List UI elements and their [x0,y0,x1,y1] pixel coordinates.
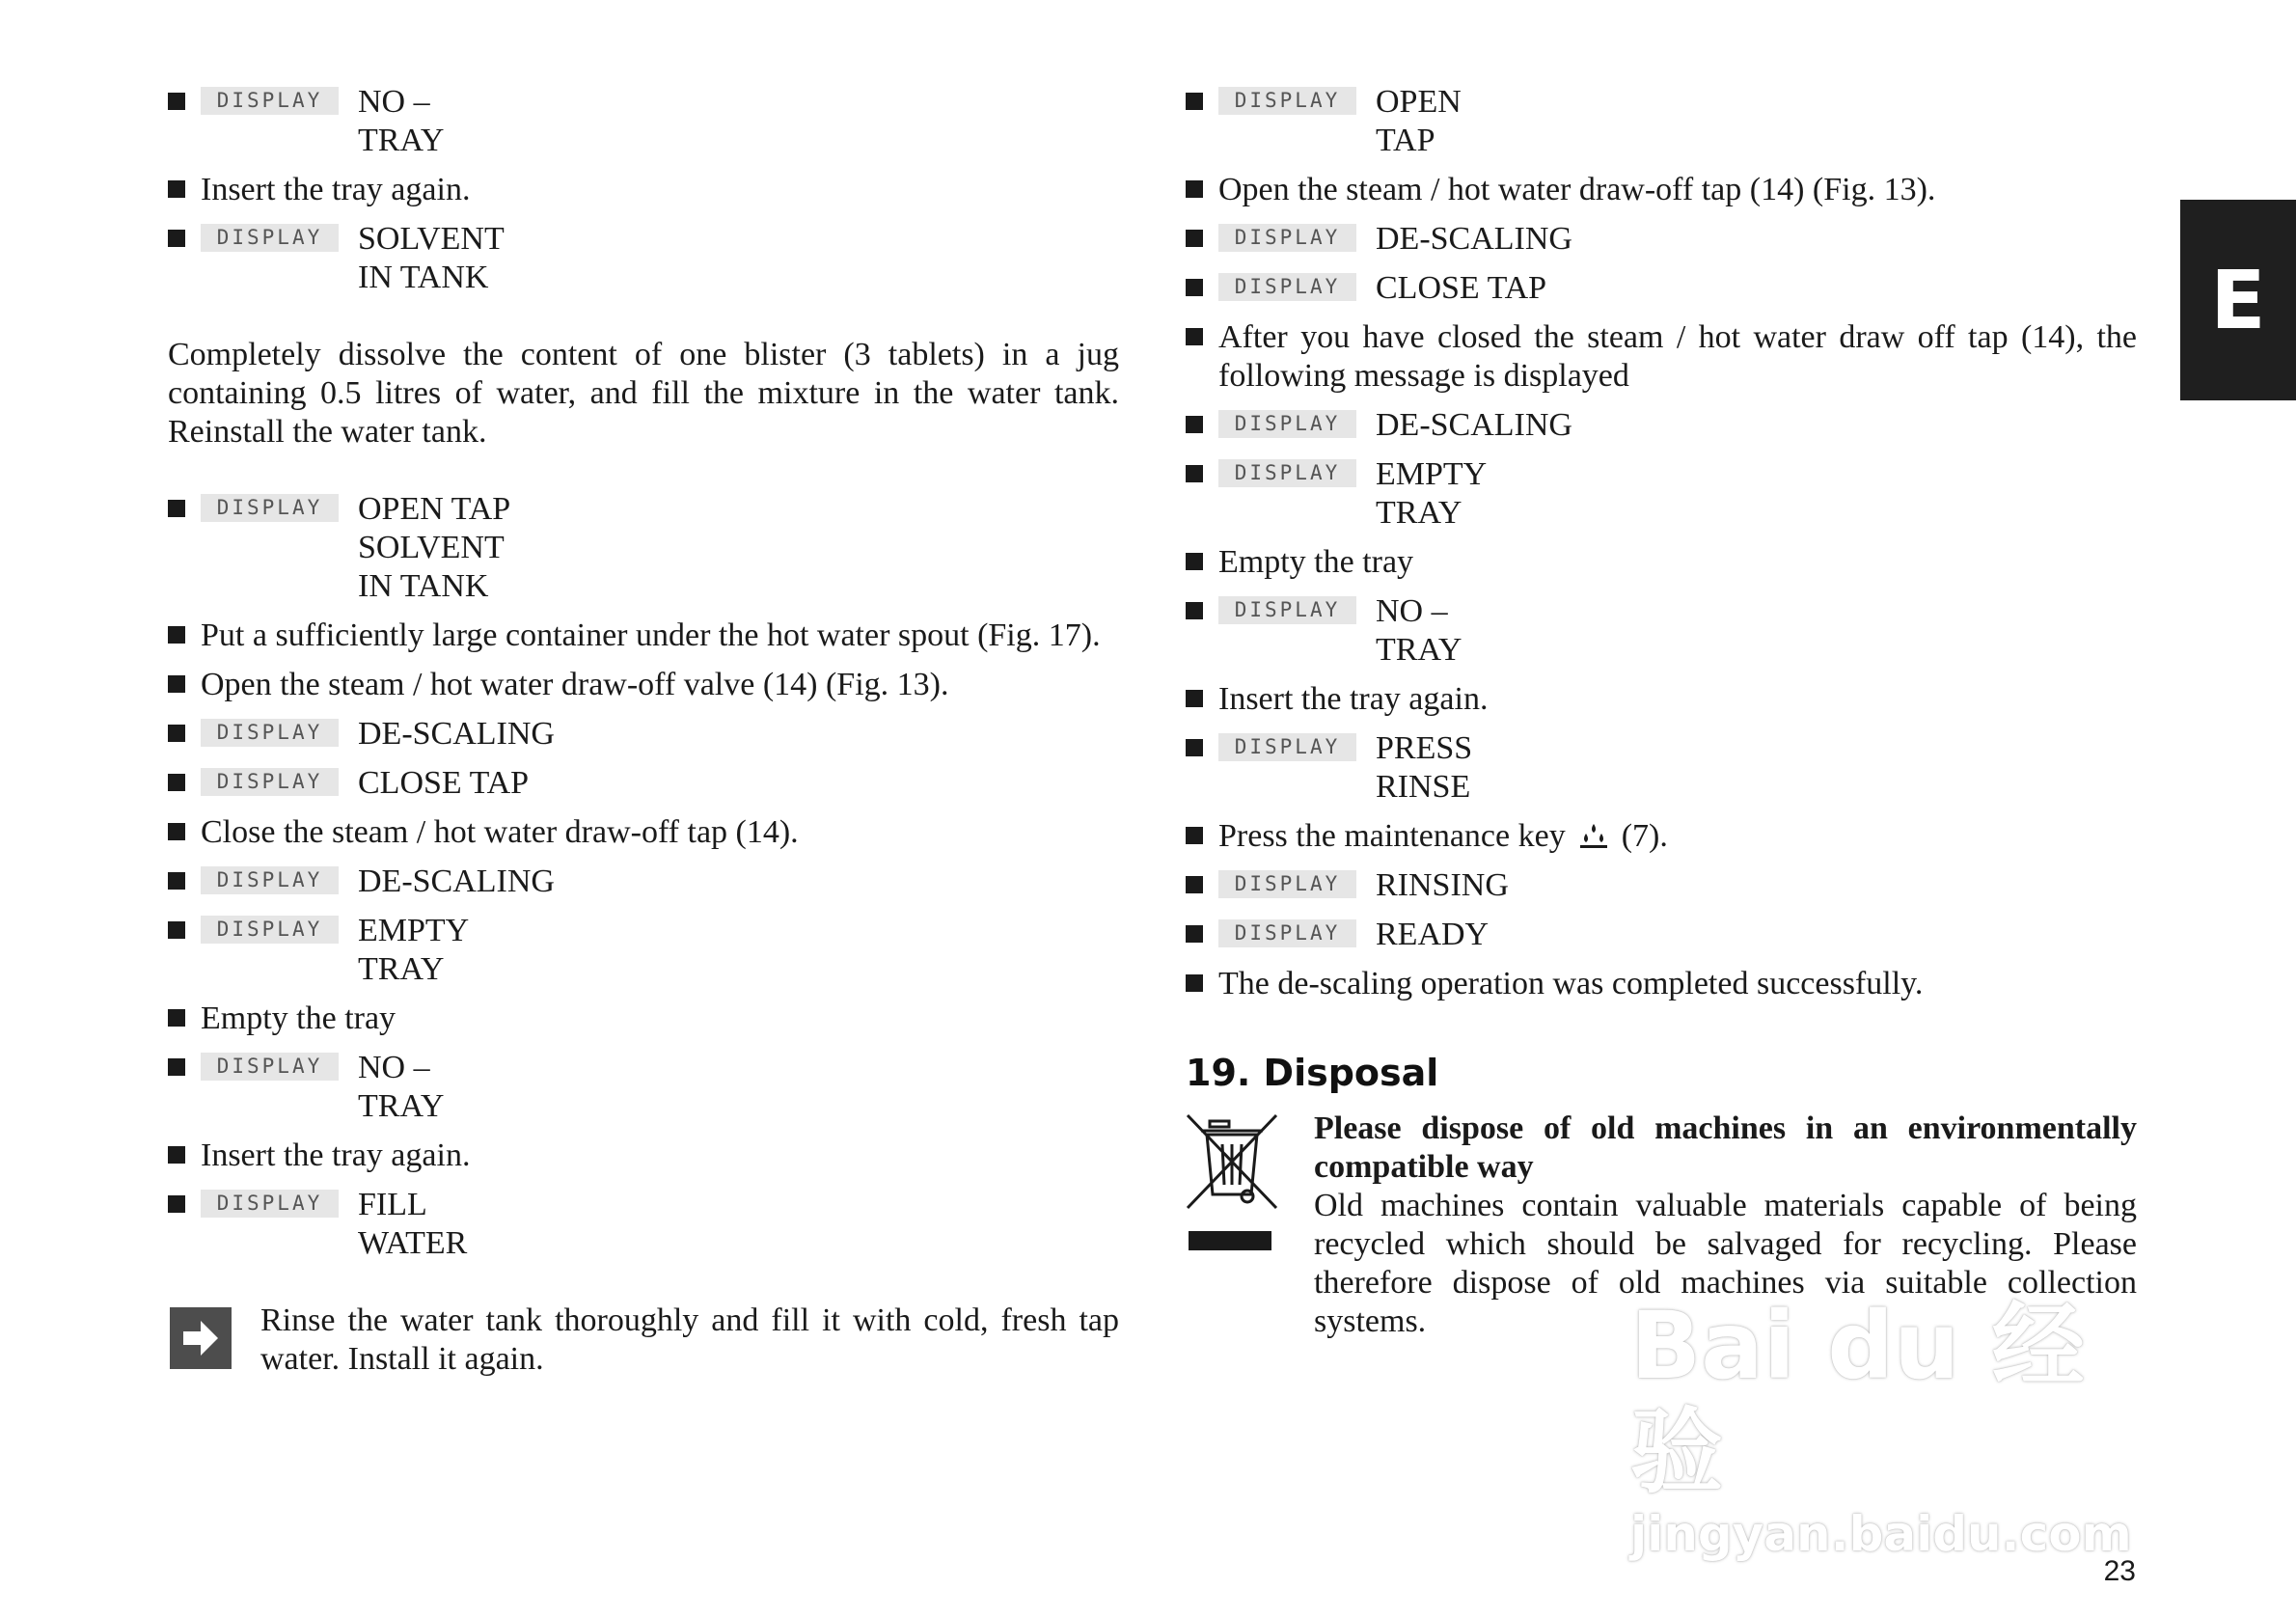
display-label-badge: DISPLAY [1218,596,1356,624]
display-message-line: WATER [358,1225,468,1261]
section-heading-disposal: 19. Disposal [1186,1052,1439,1094]
instruction-item [1182,817,2137,856]
display-message-line: TRAY [358,951,445,987]
display-message-line: NO – [358,1050,430,1085]
display-message-item [164,83,1119,160]
display-message-item [1182,729,2137,807]
display-label-badge: DISPLAY [201,768,339,796]
display-message-item [1182,866,2137,905]
display-message [1376,406,2137,445]
bullet-square-icon [1186,553,1203,570]
display-message-item [1182,83,2137,160]
display-message-item [164,912,1119,989]
bullet-square-icon [168,823,185,840]
bullet-square-icon [168,872,185,890]
left-column [164,83,1119,1379]
display-message [358,715,1119,754]
display-message-line: RINSING [1376,867,1509,903]
bullet-square-icon [1186,690,1203,707]
display-label-badge: DISPLAY [201,494,339,522]
left-steps-top [164,83,1119,297]
bullet-square-icon [1186,739,1203,756]
display-label-badge: DISPLAY [1218,273,1356,301]
arrow-right-icon [170,1307,232,1369]
bullet-square-icon [1186,465,1203,482]
note-block [164,1302,1119,1379]
maintenance-key-icon [1579,818,1608,854]
display-message [358,912,1119,989]
display-label-badge: DISPLAY [1218,919,1356,947]
bullet-square-icon [1186,416,1203,433]
watermark-brand: Bai du 经验 [1630,1292,2085,1506]
bullet-square-icon [1186,974,1203,992]
display-message [358,1186,1119,1263]
display-message-item [164,1186,1119,1263]
bullet-square-icon [1186,279,1203,296]
bullet-square-icon [168,1146,185,1164]
display-message [1376,916,2137,954]
bullet-square-icon [1186,328,1203,345]
display-message-item [164,715,1119,754]
display-message-line: CLOSE TAP [358,765,530,801]
instruction-text: Close the steam / hot water draw-off tap (14). [201,814,799,850]
bullet-square-icon [1186,230,1203,247]
instruction-item [1182,171,2137,209]
display-message-line: IN TANK [358,568,489,604]
display-message-line: FILL [358,1187,427,1222]
display-message [358,863,1119,901]
display-label-badge: DISPLAY [201,1190,339,1218]
display-message [1376,220,2137,259]
bullet-square-icon [168,1009,185,1027]
instruction-item [1182,965,2137,1003]
bullet-square-icon [1186,602,1203,619]
instruction-text: After you have closed the steam / hot water draw off tap (14), the following message is displayed [1218,319,2137,394]
display-label-badge: DISPLAY [201,87,339,115]
instruction-text-before: Press the maintenance key [1218,818,1566,854]
display-message-line: NO – [358,84,430,120]
bullet-square-icon [168,230,185,247]
display-message-item [164,1049,1119,1126]
bullet-square-icon [168,180,185,198]
display-message [1376,83,2137,160]
display-message-line: TRAY [358,123,445,158]
display-message-line: DE-SCALING [1376,407,1572,443]
display-message [1376,866,2137,905]
display-label-badge: DISPLAY [1218,870,1356,898]
display-message-line: TAP [1376,123,1435,158]
bullet-square-icon [168,626,185,644]
instruction-text: Empty the tray [1218,544,1414,580]
display-label-badge: DISPLAY [201,916,339,944]
note-text: Rinse the water tank thoroughly and fill it with cold, fresh tap water. Install it again. [260,1302,1119,1377]
display-label-badge: DISPLAY [1218,733,1356,761]
display-label-badge: DISPLAY [201,224,339,252]
display-message-line: DE-SCALING [358,716,555,752]
section-tab-e: E [2180,200,2296,400]
display-message-item [164,220,1119,297]
instruction-item [164,813,1119,852]
display-message [1376,592,2137,670]
bullet-square-icon [1186,93,1203,110]
display-message-line: RINSE [1376,769,1471,805]
bullet-square-icon [1186,925,1203,943]
disposal-section [1182,1110,2137,1341]
display-message-line: READY [1376,917,1490,952]
display-message [358,220,1119,297]
crossed-bin-icon [1184,1110,1314,1259]
display-message [358,83,1119,160]
display-message-line: NO – [1376,593,1448,629]
bullet-square-icon [1186,180,1203,198]
display-message-item [1182,455,2137,533]
bullet-square-icon [1186,876,1203,893]
display-message [1376,729,2137,807]
instruction-text: Put a sufficiently large container under the hot water spout (Fig. 17). [201,617,1101,653]
display-message-item [164,490,1119,606]
instruction-item [164,171,1119,209]
display-message [358,1049,1119,1126]
instruction-text-after: (7). [1621,818,1668,854]
display-message [358,490,1119,606]
instruction-text: Insert the tray again. [201,1137,471,1173]
bullet-square-icon [168,500,185,517]
display-message-line: SOLVENT [358,530,505,565]
bullet-square-icon [168,1195,185,1213]
disposal-bold-heading: Please dispose of old machines in an environmentally compatible way [1314,1110,2137,1185]
bullet-square-icon [1186,827,1203,844]
bullet-square-icon [168,921,185,939]
display-message-line: SOLVENT [358,221,505,257]
instruction-item [164,1137,1119,1175]
display-message-item [1182,269,2137,308]
display-message-line: OPEN [1376,84,1462,120]
instruction-item [1182,543,2137,582]
display-message-line: EMPTY [1376,456,1488,492]
instruction-text [1218,817,2137,856]
bullet-square-icon [168,725,185,742]
display-message [358,764,1119,803]
bullet-square-icon [168,93,185,110]
display-message-item [1182,406,2137,445]
display-label-badge: DISPLAY [201,866,339,894]
instruction-text: Empty the tray [201,1000,396,1036]
display-label-badge: DISPLAY [201,719,339,747]
display-message [1376,455,2137,533]
instruction-text: Open the steam / hot water draw-off tap (14) (Fig. 13). [1218,172,1936,207]
display-message-line: TRAY [1376,495,1462,531]
display-message-line: DE-SCALING [1376,221,1572,257]
display-label-badge: DISPLAY [1218,459,1356,487]
display-message-line: PRESS [1376,730,1473,766]
disposal-body-text: Old machines contain valuable materials capable of being recycled which should be salvaged for recycling. Please therefore dispose of old machines via suitable collection systems. [1314,1188,2137,1339]
instruction-item [164,1000,1119,1038]
bullet-square-icon [168,675,185,693]
display-message-line: TRAY [1376,632,1462,668]
instruction-item [164,666,1119,704]
display-label-badge: DISPLAY [1218,410,1356,438]
instruction-item [164,617,1119,655]
instruction-item [1182,680,2137,719]
instruction-text: Insert the tray again. [201,172,471,207]
display-message-line: TRAY [358,1088,445,1124]
instruction-text: The de-scaling operation was completed successfully. [1218,966,1924,1001]
display-message-line: OPEN TAP [358,491,511,527]
display-message-line: DE-SCALING [358,863,555,899]
instruction-text: Open the steam / hot water draw-off valve (14) (Fig. 13). [201,667,949,702]
disposal-text-block [1314,1110,2137,1341]
right-steps [1182,83,2137,1003]
display-label-badge: DISPLAY [201,1053,339,1081]
display-message-item [1182,592,2137,670]
right-column [1182,83,2137,1341]
instruction-text: Insert the tray again. [1218,681,1489,717]
left-steps-bottom [164,490,1119,1263]
display-message-item [1182,916,2137,954]
display-message-line: IN TANK [358,260,489,295]
display-message-item [164,863,1119,901]
dissolve-instructions: Completely dissolve the content of one blister (3 tablets) in a jug containing 0.5 litres of water, and fill the mixture in the water tank. Reinstall the water tank. [168,337,1119,450]
display-label-badge: DISPLAY [1218,224,1356,252]
watermark-url: jingyan.baidu.com [1630,1506,2132,1562]
display-message-item [164,764,1119,803]
display-label-badge: DISPLAY [1218,87,1356,115]
display-message-item [1182,220,2137,259]
bullet-square-icon [168,1058,185,1076]
bullet-square-icon [168,774,185,791]
display-message [1376,269,2137,308]
display-message-line: CLOSE TAP [1376,270,1547,306]
instruction-item [1182,318,2137,396]
page-number: 23 [2103,1555,2136,1587]
display-message-line: EMPTY [358,913,470,948]
